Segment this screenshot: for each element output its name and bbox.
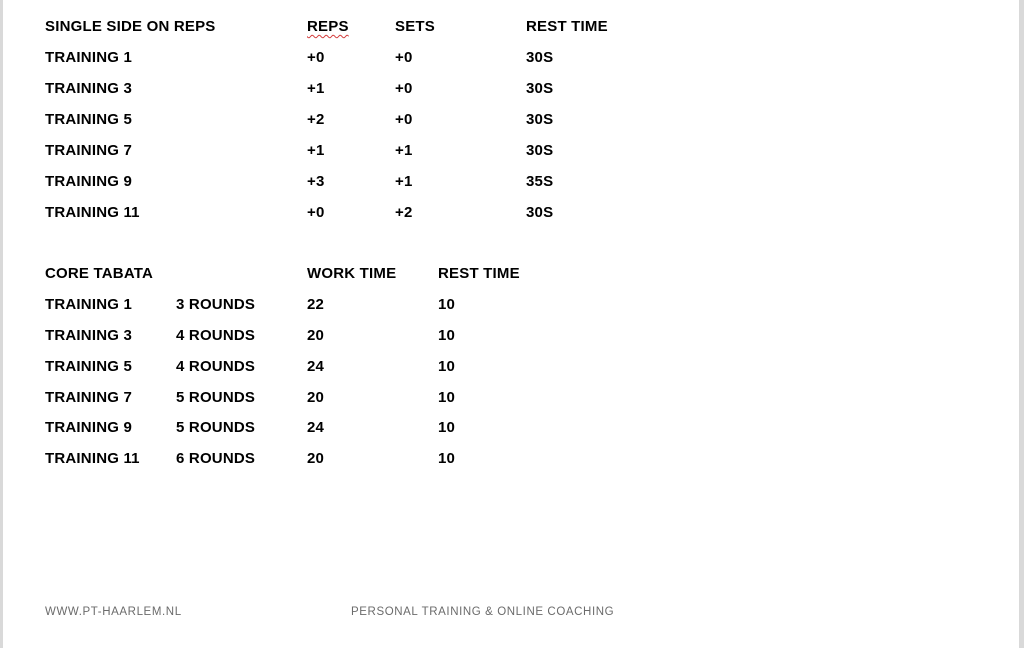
training-name: TRAINING 1: [45, 49, 133, 66]
work-time-column-header: WORK TIME: [307, 265, 397, 282]
training-name: TRAINING 5: [45, 111, 133, 128]
table-row: [3, 47, 1019, 69]
rounds-value: 4 ROUNDS: [176, 358, 256, 375]
rounds-value: 6 ROUNDS: [176, 450, 256, 467]
reps-value: +3: [307, 173, 325, 190]
reps-column-header: REPS: [307, 18, 349, 35]
single-side-title: SINGLE SIDE ON REPS: [45, 18, 216, 35]
rest-value: 30S: [526, 111, 554, 128]
rest-time-value: 10: [438, 296, 456, 313]
training-name: TRAINING 5: [45, 358, 133, 375]
table-row: [3, 78, 1019, 100]
rounds-value: 5 ROUNDS: [176, 419, 256, 436]
rest-time-value: 10: [438, 450, 456, 467]
training-name: TRAINING 11: [45, 450, 140, 467]
work-time-value: 22: [307, 296, 325, 313]
work-time-value: 24: [307, 419, 325, 436]
work-time-value: 20: [307, 389, 325, 406]
core-tabata-title: CORE TABATA: [45, 265, 154, 282]
rest-time-value: 10: [438, 358, 456, 375]
rest-time-value: 10: [438, 419, 456, 436]
table-row: [3, 448, 1019, 470]
rest-time-value: 10: [438, 327, 456, 344]
table-row: [3, 109, 1019, 131]
document-page: [3, 0, 1019, 648]
reps-value: +1: [307, 80, 325, 97]
rounds-value: 5 ROUNDS: [176, 389, 256, 406]
rounds-value: 4 ROUNDS: [176, 327, 256, 344]
work-time-value: 20: [307, 450, 325, 467]
table-row: [3, 294, 1019, 316]
table-row: [3, 202, 1019, 224]
training-name: TRAINING 3: [45, 80, 133, 97]
rest-value: 30S: [526, 49, 554, 66]
reps-value: +0: [307, 204, 325, 221]
sets-value: +0: [395, 80, 413, 97]
rest-value: 30S: [526, 204, 554, 221]
table-row: [3, 171, 1019, 193]
rest-time-column-header: REST TIME: [526, 18, 608, 35]
sets-value: +0: [395, 111, 413, 128]
sets-column-header: SETS: [395, 18, 435, 35]
sets-value: +0: [395, 49, 413, 66]
rest-value: 30S: [526, 142, 554, 159]
table-row: [3, 387, 1019, 409]
reps-value: +1: [307, 142, 325, 159]
training-name: TRAINING 7: [45, 142, 133, 159]
training-name: TRAINING 9: [45, 419, 133, 436]
sets-value: +1: [395, 142, 413, 159]
table-row: [3, 356, 1019, 378]
work-time-value: 24: [307, 358, 325, 375]
training-name: TRAINING 9: [45, 173, 133, 190]
training-name: TRAINING 7: [45, 389, 133, 406]
rest-value: 35S: [526, 173, 554, 190]
reps-value: +2: [307, 111, 325, 128]
training-name: TRAINING 11: [45, 204, 140, 221]
core-tabata-header-row: [3, 263, 1019, 285]
table-row: [3, 325, 1019, 347]
rest-value: 30S: [526, 80, 554, 97]
rounds-value: 3 ROUNDS: [176, 296, 256, 313]
table-row: [3, 140, 1019, 162]
table-row: [3, 417, 1019, 439]
footer-tagline: PERSONAL TRAINING & ONLINE COACHING: [351, 606, 615, 618]
training-name: TRAINING 3: [45, 327, 133, 344]
sets-value: +1: [395, 173, 413, 190]
footer-website: WWW.PT-HAARLEM.NL: [45, 606, 182, 618]
rest-time-value: 10: [438, 389, 456, 406]
training-name: TRAINING 1: [45, 296, 133, 313]
reps-value: +0: [307, 49, 325, 66]
work-time-value: 20: [307, 327, 325, 344]
sets-value: +2: [395, 204, 413, 221]
rest-time-column-header: REST TIME: [438, 265, 520, 282]
single-side-header-row: [3, 16, 1019, 38]
